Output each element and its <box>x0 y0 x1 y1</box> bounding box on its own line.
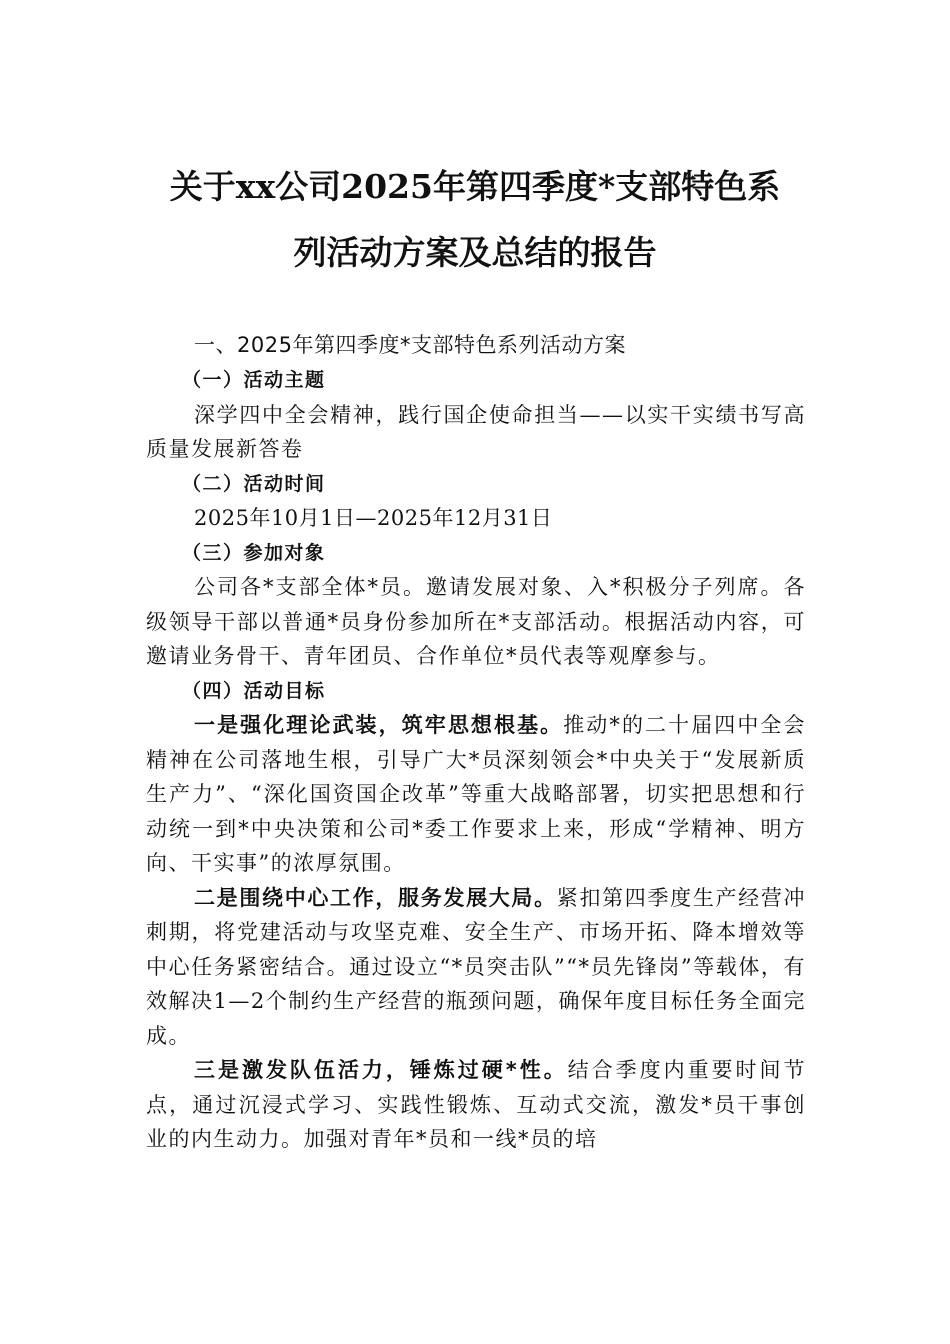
document-body <box>146 327 806 1157</box>
goal-text-3: 结合季度内重要时间节点，通过沉浸式学习、实践性锻炼、互动式交流，激发*员干事创业的内生动力。加强对青年*员和一线*员的培 <box>146 1058 806 1151</box>
goal-lead-3: 三是激发队伍活力，锤炼过硬*性。 <box>194 1058 568 1082</box>
document-title-line-2: 列活动方案及总结的报告 <box>293 233 657 272</box>
paragraph-goal-3 <box>146 1053 806 1157</box>
paragraph-participants: 公司各*支部全体*员。邀请发展对象、入*积极分子列席。各级领导干部以普通*员身份参加所在*支部活动。根据活动内容，可邀请业务骨干、青年团员、合作单位*员代表等观摩参与。 <box>146 575 806 668</box>
paragraph-goal-1 <box>146 708 806 881</box>
subheading-goals: （四）活动目标 <box>182 679 326 702</box>
goal-lead-1: 一是强化理论武装，筑牢思想根基。 <box>194 713 564 737</box>
goal-lead-2: 二是围绕中心工作，服务发展大局。 <box>194 885 557 910</box>
paragraph-theme: 深学四中全会精神，践行国企使命担当——以实干实绩书写高质量发展新答卷 <box>146 402 806 461</box>
subheading-theme: （一）活动主题 <box>182 369 326 391</box>
subheading-participants: （三）参加对象 <box>182 541 326 564</box>
paragraph-goal-2 <box>146 881 806 1054</box>
goal-text-1: 推动*的二十届四中全会精神在公司落地生根，引导广大*员深刻领会*中央关于“发展新质生产力”、“深化国资国企改革”等重大战略部署，切实把思想和行动统一到*中央决策和公司*委工作要求上来，形成“学精神、明方向、干实事”的浓厚氛围。 <box>146 713 807 875</box>
paragraph-time: 2025年10月1日—2025年12月31日 <box>194 506 553 530</box>
document-title-line-1: 关于xx公司2025年第四季度*支部特色系 <box>169 167 781 206</box>
goal-text-2: 紧扣第四季度生产经营冲刺期，将党建活动与攻坚克难、安全生产、市场开拓、降本增效等中心任务紧密结合。通过设立“*员突击队”“*员先锋岗”等载体，有效解决1—2个制约生产经营的瓶颈问题，确保年度目标任务全面完成。 <box>146 885 807 1048</box>
section-heading: 一、2025年第四季度*支部特色系列活动方案 <box>194 333 626 357</box>
subheading-time: （二）活动时间 <box>182 472 326 495</box>
